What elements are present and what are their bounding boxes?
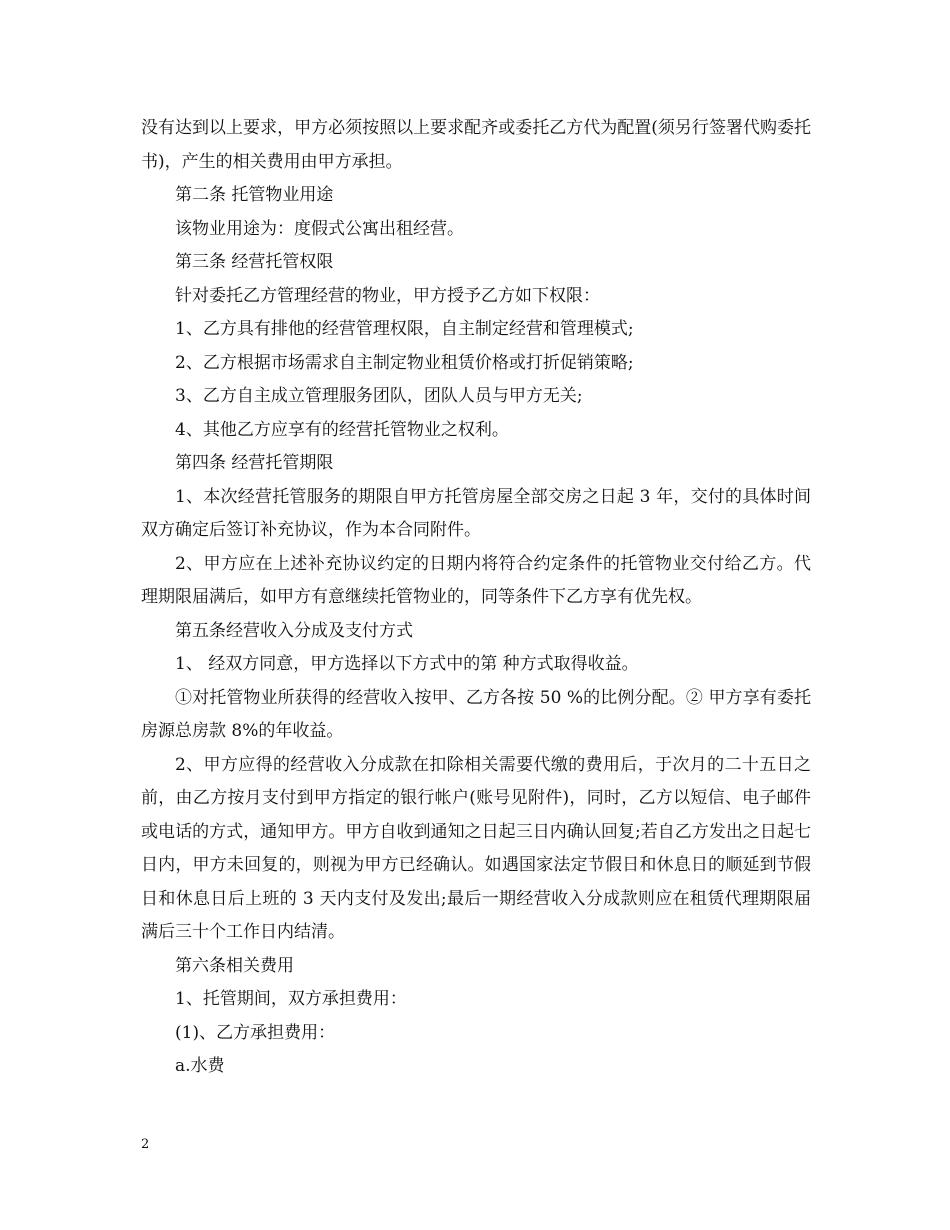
paragraph: 4、其他乙方应享有的经营托管物业之权利。 [175, 419, 509, 440]
paragraph: 2、甲方应得的经营收入分成款在扣除相关需要代缴的费用后，于次月的二十五日之前，由乙方按月支付到甲方指定的银行帐户(账号见附件)，同时，乙方以短信、电子邮件或电话的方式，通知甲方。甲方自收到通知之日起三日内确认回复;若自乙方发出之日起七日内，甲方未回复的，则视为甲方已经确认。如遇国家法定节假日和休息日的顺延到节假日和休息日后上班的 3 天内支付及发出;最后一期经营收入分成款则应在租赁代理期限届满后三十个工作日内结清。 [141, 754, 811, 942]
paragraph: 3、乙方自主成立管理服务团队，团队人员与甲方无关; [175, 386, 583, 406]
paragraph: 该物业用途为：度假式公寓出租经营。 [175, 218, 464, 239]
paragraph: 2、乙方根据市场需求自主制定物业租赁价格或打折促销策略; [175, 352, 634, 373]
paragraph: 2、甲方应在上述补充协议约定的日期内将符合约定条件的托管物业交付给乙方。代理期限届满后，如甲方有意继续托管物业的，同等条件下乙方享有优先权。 [141, 553, 811, 607]
paragraph: 第四条 经营托管期限 [175, 453, 334, 473]
paragraph: 1、托管期间，双方承担费用： [175, 989, 407, 1009]
paragraph: ①对托管物业所获得的经营收入按甲、乙方各按 50 %的比例分配。② 甲方享有委托房源总房款 8%的年收益。 [141, 687, 811, 741]
paragraph: (1)、乙方承担费用： [175, 1022, 336, 1043]
paragraph: 第六条相关费用 [175, 955, 294, 976]
paragraph: a.水费 [175, 1056, 225, 1076]
paragraph: 第三条 经营托管权限 [175, 252, 334, 272]
document-body [141, 112, 811, 1084]
paragraph: 1、乙方具有排他的经营管理权限，自主制定经营和管理模式; [175, 319, 634, 339]
page-number: 2 [141, 1137, 150, 1152]
paragraph: 1、 经双方同意，甲方选择以下方式中的第 种方式取得收益。 [175, 654, 639, 674]
paragraph: 针对委托乙方管理经营的物业，甲方授予乙方如下权限： [175, 285, 600, 306]
paragraph: 第五条经营收入分成及支付方式 [175, 620, 413, 641]
paragraph: 1、本次经营托管服务的期限自甲方托管房屋全部交房之日起 3 年，交付的具体时间双方确定后签订补充协议，作为本合同附件。 [141, 486, 811, 540]
paragraph: 没有达到以上要求，甲方必须按照以上要求配齐或委托乙方代为配置(须另行签署代购委托书)，产生的相关费用由甲方承担。 [141, 118, 811, 172]
paragraph: 第二条 托管物业用途 [175, 185, 334, 205]
